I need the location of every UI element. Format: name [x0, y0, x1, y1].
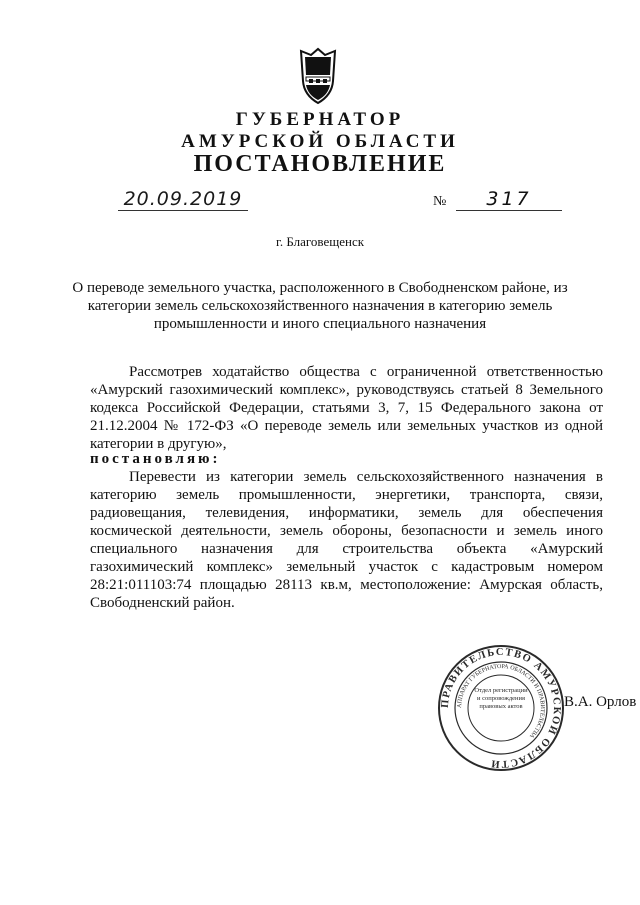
coat-of-arms-emblem [297, 47, 339, 105]
document-subject: О переводе земельного участка, расположенного в Свободненском районе, из категории земель сельскохозяйственного назначения в категорию земель промышленности и иного специального назначения [72, 280, 568, 332]
header-title-region: АМУРСКОЙ ОБЛАСТИ [181, 131, 459, 152]
preamble-paragraph: Рассмотрев ходатайство общества с ограниченной ответственностью «Амурский газохимический комплекс», руководствуясь статьей 8 Земельного кодекса Российской Федерации, статьями 3, 7, 15 Федерального закона от 21.12.2004 № 172-ФЗ «О переводе земель или земельных участков из одной категории в другую», [90, 364, 603, 452]
seal-ring-text: ПРАВИТЕЛЬСТВО АМУРСКОЙ ОБЛАСТИ [439, 646, 563, 770]
document-number: 317 [456, 188, 562, 211]
city-label: г. Благовещенск [275, 234, 365, 249]
seal-center-text: Отдел регистрации и сопровождения правовых актов [474, 687, 528, 710]
document-date: 20.09.2019 [118, 188, 248, 211]
decision-paragraph: Перевести из категории земель сельскохозяйственного назначения в категорию земель промышленности, энергетики, транспорта, связи, радиовещания, телевидения, информатики, земель для обеспечения космической деятельности, земель обороны, безопасности и земель иного специального назначения для строительства объекта «Амурский газохимический комплекс» земельный участок с кадастровым номером 28:21:011103:74 площадью 28113 кв.м, местоположение: Амурская область, Свободненский район. [90, 469, 603, 611]
number-sign: № [433, 194, 447, 209]
document-type-title: ПОСТАНОВЛЕНИЕ [193, 151, 447, 177]
decree-word: постановляю: [90, 451, 221, 467]
seal-inner-ring-text: АППАРАТ ГУБЕРНАТОРА ОБЛАСТИ И ПРАВИТЕЛЬСТВА [456, 663, 546, 739]
signer-name: В.А. Орлов [564, 694, 637, 710]
header-title-governor: ГУБЕРНАТОР [235, 109, 405, 130]
official-seal-stamp [436, 643, 566, 773]
